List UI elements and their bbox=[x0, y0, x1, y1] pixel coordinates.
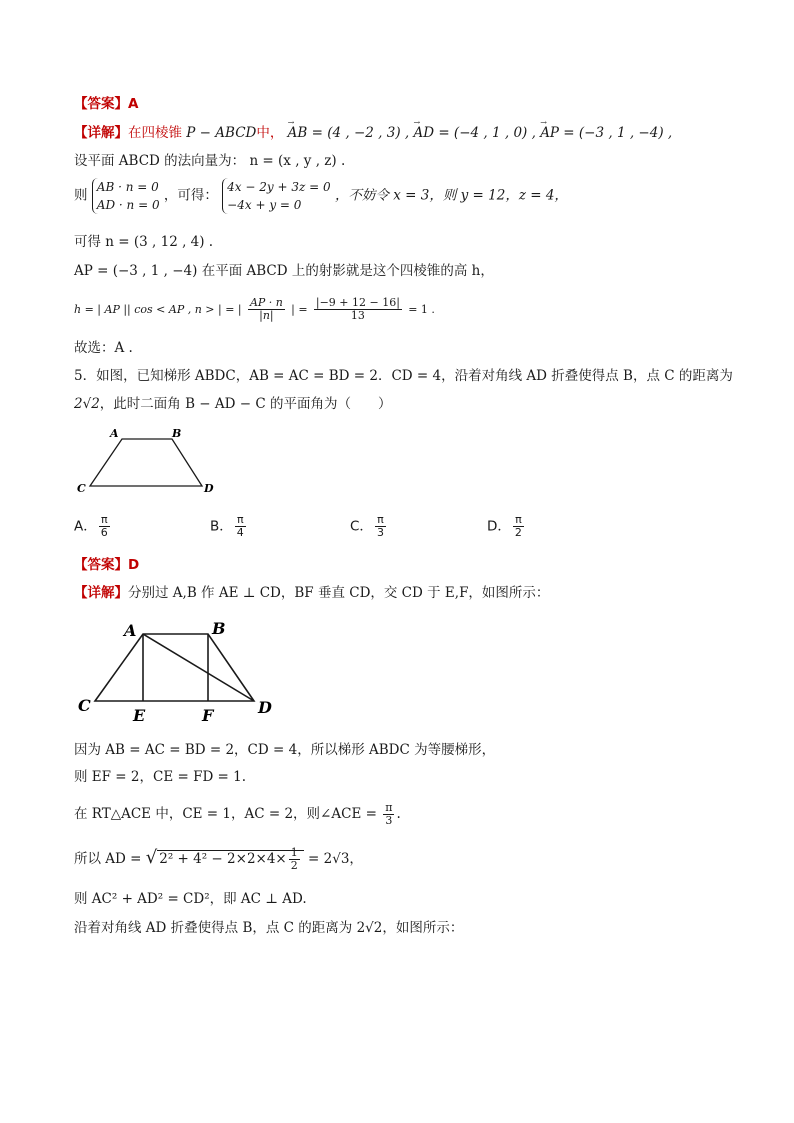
q4-detail-line-2: 设平面 ABCD 的法向量为： n = (x , y , z) . bbox=[74, 153, 346, 169]
trapezoid-figure bbox=[74, 422, 224, 502]
q4-detail-line-1: 【详解】在四棱锥 P − ABCD中， → AB = (4 , −2 , 3) , → AD = (−4 , 1 , 0) , → AP = (−3 , 1 , −4) , bbox=[74, 123, 672, 143]
q5-detail-line-1: 【详解】分别过 A,B 作 AE ⊥ CD，BF 垂直 CD，交 CD 于 E,F，如图所示： bbox=[74, 585, 550, 601]
q4-detail-line-6: h = | AP || cos < AP , n > | = | $\frac{AP \cdot n}{|n|}$ | = $\frac{|-9 + 12 - 16|}{13}$ = 1 . bbox=[74, 296, 435, 322]
radicand: 2² + 4² − 2×2×4× $\frac{1}{2}$ bbox=[157, 850, 304, 867]
trapezoid-figure-with-heights bbox=[74, 612, 284, 727]
q4-detail-line-3: 则 AB · n = 0 AD · n = 0 ，可得： 4x − 2y + 3z = 0 −4x + y = 0 ，不妨令 x = 3，则 y = 12，z = 4， bbox=[74, 180, 568, 212]
option-b[interactable]: B． $\frac{\pi}{4}$ bbox=[210, 513, 244, 539]
q5-answer-line: 【答案】D bbox=[74, 557, 140, 573]
q4-detail-line-4: 可得 n = (3 , 12 , 4) . bbox=[74, 234, 214, 250]
option-fraction: $\frac{\pi}{3}$ bbox=[376, 513, 384, 539]
fraction-projection: $\frac{AP \cdot n}{|n|}$ bbox=[249, 296, 283, 322]
q5-solution-line-1: 因为 AB = AC = BD = 2，CD = 4，所以梯形 ABDC 为等腰梯形， bbox=[74, 742, 496, 758]
answer-value: D bbox=[128, 557, 140, 573]
trapezoid-outline bbox=[90, 439, 202, 486]
vertex-label-a: A bbox=[124, 621, 137, 640]
q5-solution-line-2: 则 EF = 2，CE = FD = 1. bbox=[74, 769, 247, 785]
answer-value: A bbox=[128, 96, 139, 112]
vertex-label-b: B bbox=[172, 427, 182, 440]
vertex-label-a: A bbox=[110, 427, 119, 440]
option-a[interactable]: A． $\frac{\pi}{6}$ bbox=[74, 513, 108, 539]
option-d[interactable]: D． $\frac{\pi}{2}$ bbox=[487, 513, 522, 539]
option-c[interactable]: C． $\frac{\pi}{3}$ bbox=[350, 513, 384, 539]
q4-detail-line-5: AP = (−3 , 1 , −4) 在平面 ABCD 上的射影就是这个四棱锥的高 h， bbox=[74, 263, 494, 279]
vector-ap: → AP = (−3 , 1 , −4) , bbox=[540, 123, 672, 143]
option-fraction: $\frac{\pi}{4}$ bbox=[236, 513, 244, 539]
fraction-result: $\frac{|-9 + 12 - 16|}{13}$ bbox=[315, 296, 400, 322]
q5-stem-line-1: 5．如图，已知梯形 ABDC，AB = AC = BD = 2．CD = 4，沿着对角线 AD 折叠使得点 B，点 C 的距离为 bbox=[74, 368, 733, 384]
fraction-pi-3: $\frac{\pi}{3}$ bbox=[385, 801, 393, 827]
q5-solution-line-4: 所以 AD = √ 2² + 4² − 2×2×4× $\frac{1}{2}$ = 2√3， bbox=[74, 846, 363, 872]
option-fraction: $\frac{\pi}{2}$ bbox=[514, 513, 522, 539]
detail-tag: 【详解】 bbox=[74, 125, 128, 141]
option-fraction: $\frac{\pi}{6}$ bbox=[100, 513, 108, 539]
point-label-e: E bbox=[133, 706, 146, 725]
vertex-label-b: B bbox=[212, 619, 226, 638]
system-equations: 4x − 2y + 3z = 0 −4x + y = 0 bbox=[222, 178, 330, 214]
sqrt-sign: √ bbox=[145, 847, 158, 868]
q4-conclusion: 故选：A . bbox=[74, 340, 133, 356]
vertex-label-c: C bbox=[78, 696, 91, 715]
q5-solution-line-3: 在 RT△ACE 中，CE = 1，AC = 2，则∠ACE = $\frac{\pi}{3}$ . bbox=[74, 801, 401, 827]
q5-solution-line-6: 沿着对角线 AD 折叠使得点 B，点 C 的距离为 2√2，如图所示： bbox=[74, 920, 464, 936]
q4-answer-line bbox=[74, 94, 138, 114]
q5-stem-line-2: 2√2，此时二面角 B − AD − C 的平面角为（ ） bbox=[74, 396, 392, 412]
vertex-label-d: D bbox=[204, 482, 214, 495]
vector-ad: → AD = (−4 , 1 , 0) , bbox=[413, 123, 535, 143]
diagonal-ad bbox=[143, 634, 254, 701]
vertex-label-c: C bbox=[77, 482, 86, 495]
system-vectors: AB · n = 0 AD · n = 0 bbox=[92, 178, 160, 214]
answer-tag: 【答案】 bbox=[74, 96, 128, 112]
point-label-f: F bbox=[202, 706, 214, 725]
vector-ab: → AB = (4 , −2 , 3) , bbox=[288, 123, 410, 143]
vertex-label-d: D bbox=[258, 698, 272, 717]
trapezoid-outline bbox=[95, 634, 254, 701]
q5-solution-line-5: 则 AC² + AD² = CD²，即 AC ⊥ AD. bbox=[74, 891, 307, 907]
